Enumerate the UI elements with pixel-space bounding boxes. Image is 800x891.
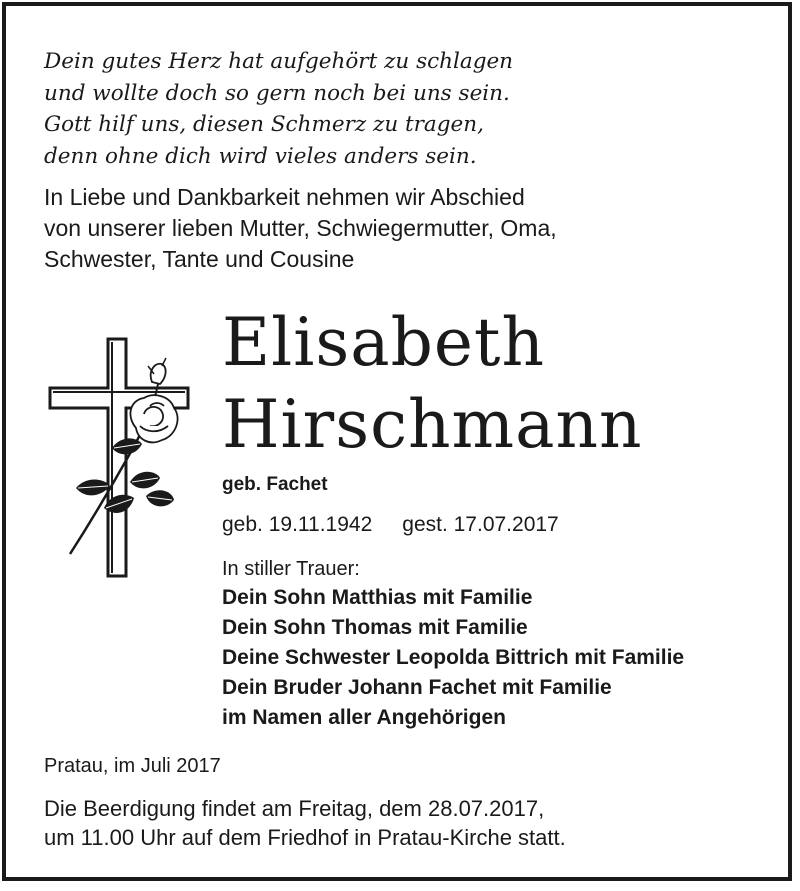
poem-line: Dein gutes Herz hat aufgehört zu schlagen [44, 49, 514, 74]
mourner-row: Deine Schwester Leopolda Bittrich mit Familie [222, 646, 685, 669]
place-and-date: Pratau, im Juli 2017 [44, 755, 221, 777]
mourner-row: im Namen aller Angehörigen [222, 706, 506, 729]
funeral-details [44, 794, 566, 852]
mourner-row: Dein Bruder Johann Fachet mit Familie [222, 676, 612, 699]
life-dates [222, 511, 559, 539]
mourners-label: In stiller Trauer: [222, 558, 360, 580]
maiden-name: geb. Fachet [222, 474, 328, 495]
intro-line: von unserer lieben Mutter, Schwiegermutter, Oma, [44, 215, 557, 241]
birth-date: geb. 19.11.1942 [222, 513, 373, 536]
intro-line: Schwester, Tante und Cousine [44, 246, 355, 272]
last-name: Hirschmann [222, 386, 643, 463]
cross-with-rose-icon [46, 336, 194, 581]
deceased-name [222, 302, 643, 466]
death-date: gest. 17.07.2017 [402, 513, 559, 536]
farewell-intro [44, 182, 557, 275]
mourners-block [222, 556, 684, 733]
intro-line: In Liebe und Dankbarkeit nehmen wir Abschied [44, 184, 525, 210]
poem-line: denn ohne dich wird vieles anders sein. [44, 143, 477, 169]
obituary-notice [2, 2, 792, 881]
mourner-row: Dein Sohn Thomas mit Familie [222, 616, 528, 639]
poem-line: Gott hilf uns, diesen Schmerz zu tragen, [44, 112, 484, 137]
funeral-line: um 11.00 Uhr auf dem Friedhof in Pratau-Kirche statt. [44, 825, 566, 850]
mourner-row: Dein Sohn Matthias mit Familie [222, 586, 533, 609]
first-name: Elisabeth [222, 304, 545, 381]
memorial-poem [44, 46, 513, 172]
poem-line: und wollte doch so gern noch bei uns sein. [44, 80, 510, 106]
funeral-line: Die Beerdigung findet am Freitag, dem 28.07.2017, [44, 796, 545, 821]
